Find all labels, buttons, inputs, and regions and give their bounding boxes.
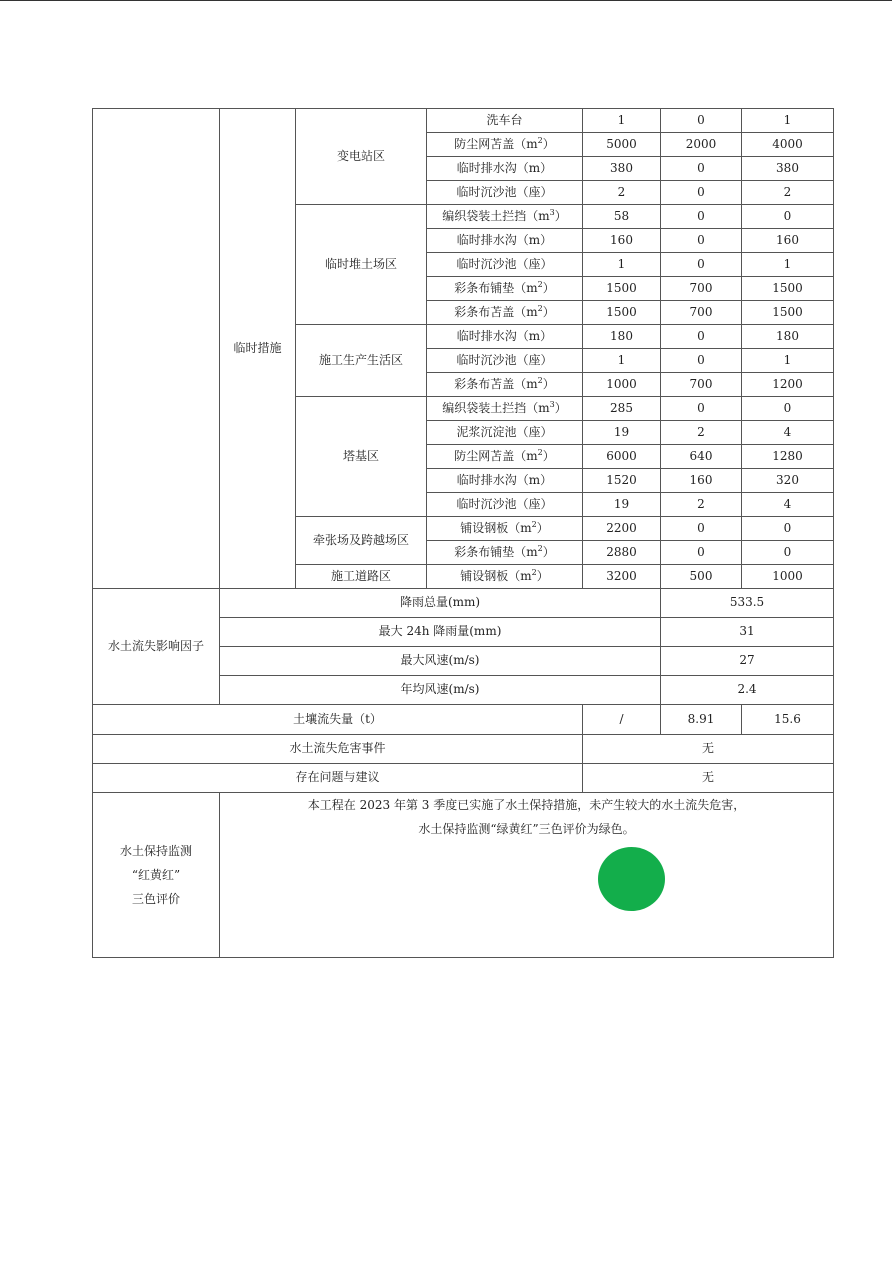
- issues-label-cell: 存在问题与建议: [93, 764, 583, 793]
- measure-value-v3: 4: [742, 493, 834, 517]
- measure-value-v2: 0: [661, 325, 742, 349]
- factor-value-cell: 533.5: [661, 589, 834, 618]
- measure-item-cell: [427, 109, 583, 133]
- measure-item-tail: ）: [554, 208, 567, 223]
- measure-value-v1: 1520: [583, 469, 661, 493]
- factor-name-cell: 年均风速(m/s): [220, 676, 661, 705]
- measure-value-v3: 1000: [742, 565, 834, 589]
- factor-value-cell: 27: [661, 647, 834, 676]
- measure-value-v1: 2880: [583, 541, 661, 565]
- measure-value-v2: 2: [661, 421, 742, 445]
- measure-item-cell: [427, 397, 583, 421]
- measure-item-tail: ）: [554, 400, 567, 415]
- hazard-label-cell: 水土流失危害事件: [93, 735, 583, 764]
- issues-row: [93, 764, 834, 793]
- area-name-cell: 牵张场及跨越场区: [296, 517, 427, 565]
- measure-value-v1: 1000: [583, 373, 661, 397]
- measure-item-tail: ）: [542, 136, 555, 151]
- measure-value-v1: 19: [583, 421, 661, 445]
- measure-value-v1: 5000: [583, 133, 661, 157]
- measure-value-v1: 1: [583, 349, 661, 373]
- measure-unit-superscript: 2: [537, 303, 543, 313]
- measure-item-text: 编织袋装土拦挡（m: [442, 208, 550, 223]
- measure-item-text: 临时排水沟（m）: [456, 328, 553, 343]
- measure-item-text: 防尘网苫盖（m: [454, 136, 538, 151]
- measure-value-v1: 1: [583, 253, 661, 277]
- factor-label-cell: 水土流失影响因子: [93, 589, 220, 705]
- measure-value-v3: 0: [742, 397, 834, 421]
- measure-value-v3: 320: [742, 469, 834, 493]
- area-name-cell: 施工道路区: [296, 565, 427, 589]
- table-body: [93, 109, 834, 958]
- monitoring-table: [92, 108, 834, 958]
- measure-item-cell: [427, 517, 583, 541]
- measure-item-cell: [427, 277, 583, 301]
- measure-value-v3: 0: [742, 517, 834, 541]
- measure-item-text: 彩条布苫盖（m: [454, 376, 538, 391]
- hazard-value-cell: 无: [583, 735, 834, 764]
- measure-item-cell: [427, 253, 583, 277]
- measure-value-v3: 4: [742, 421, 834, 445]
- measure-item-cell: [427, 565, 583, 589]
- measure-value-v1: 380: [583, 157, 661, 181]
- measure-value-v1: 58: [583, 205, 661, 229]
- measure-item-text: 洗车台: [486, 112, 523, 127]
- measure-item-tail: ）: [542, 448, 555, 463]
- measure-item-cell: [427, 373, 583, 397]
- measure-value-v3: 180: [742, 325, 834, 349]
- measure-value-v3: 1500: [742, 277, 834, 301]
- measure-item-text: 临时排水沟（m）: [456, 472, 553, 487]
- measure-item-text: 临时沉沙池（座）: [456, 184, 553, 199]
- measure-item-cell: [427, 157, 583, 181]
- measure-unit-superscript: 2: [537, 375, 543, 385]
- measure-value-v1: 2200: [583, 517, 661, 541]
- measure-item-tail: ）: [542, 376, 555, 391]
- measure-item-text: 临时沉沙池（座）: [456, 496, 553, 511]
- measure-value-v1: 180: [583, 325, 661, 349]
- blank-header-cell: [93, 109, 220, 589]
- area-name-cell: 临时堆土场区: [296, 205, 427, 325]
- soil-loss-value-1: /: [583, 705, 661, 735]
- measure-unit-superscript: 2: [537, 135, 543, 145]
- measure-value-v1: 19: [583, 493, 661, 517]
- evaluation-label-line: 三色评价: [131, 892, 180, 906]
- area-name-cell: 施工生产生活区: [296, 325, 427, 397]
- measure-value-v2: 500: [661, 565, 742, 589]
- page-top-border: [0, 0, 892, 1]
- measure-value-v1: 3200: [583, 565, 661, 589]
- measure-value-v3: 2: [742, 181, 834, 205]
- measure-unit-superscript: 3: [549, 207, 555, 217]
- measure-unit-superscript: 2: [531, 519, 537, 529]
- measure-unit-superscript: 2: [537, 279, 543, 289]
- measure-value-v1: 285: [583, 397, 661, 421]
- measure-value-v2: 2000: [661, 133, 742, 157]
- green-rating-indicator-icon: [598, 847, 665, 911]
- measure-unit-superscript: 2: [531, 567, 537, 577]
- measure-value-v2: 0: [661, 229, 742, 253]
- measure-item-cell: [427, 133, 583, 157]
- measure-value-v2: 0: [661, 157, 742, 181]
- measure-item-text: 临时沉沙池（座）: [456, 352, 553, 367]
- evaluation-text-line: 本工程在 2023 年第 3 季度已实施了水土保持措施，未产生较大的水土流失危害，: [307, 798, 746, 812]
- measure-value-v1: 1500: [583, 301, 661, 325]
- evaluation-row: [93, 793, 834, 958]
- measure-item-cell: [427, 421, 583, 445]
- evaluation-content-cell: [220, 793, 834, 958]
- factor-name-cell: 最大风速(m/s): [220, 647, 661, 676]
- measure-item-cell: [427, 493, 583, 517]
- evaluation-label-cell: [93, 793, 220, 958]
- measure-item-text: 彩条布苫盖（m: [454, 304, 538, 319]
- measure-item-tail: ）: [536, 568, 549, 583]
- measure-unit-superscript: 3: [549, 399, 555, 409]
- measure-value-v2: 0: [661, 181, 742, 205]
- measure-value-v2: 0: [661, 397, 742, 421]
- measure-value-v3: 0: [742, 541, 834, 565]
- measure-value-v3: 4000: [742, 133, 834, 157]
- issues-value-cell: 无: [583, 764, 834, 793]
- hazard-row: [93, 735, 834, 764]
- measure-row: [93, 109, 834, 133]
- measure-item-cell: [427, 229, 583, 253]
- measure-value-v2: 0: [661, 541, 742, 565]
- measure-item-cell: [427, 205, 583, 229]
- measure-value-v3: 0: [742, 205, 834, 229]
- measure-item-cell: [427, 469, 583, 493]
- measure-value-v2: 160: [661, 469, 742, 493]
- measure-value-v2: 2: [661, 493, 742, 517]
- measure-item-cell: [427, 445, 583, 469]
- measure-item-text: 铺设钢板（m: [460, 568, 532, 583]
- measure-item-cell: [427, 541, 583, 565]
- measure-item-text: 临时排水沟（m）: [456, 160, 553, 175]
- measure-value-v2: 0: [661, 253, 742, 277]
- measure-value-v1: 1500: [583, 277, 661, 301]
- measure-value-v3: 1200: [742, 373, 834, 397]
- measure-item-tail: ）: [542, 280, 555, 295]
- measure-value-v2: 0: [661, 205, 742, 229]
- measure-item-text: 编织袋装土拦挡（m: [442, 400, 550, 415]
- measure-value-v1: 2: [583, 181, 661, 205]
- measure-value-v3: 1: [742, 109, 834, 133]
- measure-unit-superscript: 2: [537, 447, 543, 457]
- measure-item-cell: [427, 181, 583, 205]
- measure-item-text: 铺设钢板（m: [460, 520, 532, 535]
- measure-item-tail: ）: [542, 304, 555, 319]
- measure-value-v2: 0: [661, 349, 742, 373]
- evaluation-label-line: 水土保持监测: [119, 844, 192, 858]
- soil-loss-label-cell: 土壤流失量（t）: [93, 705, 583, 735]
- factor-value-cell: 2.4: [661, 676, 834, 705]
- measure-value-v3: 1280: [742, 445, 834, 469]
- measure-item-cell: [427, 301, 583, 325]
- evaluation-label-line: “红黄红”: [131, 868, 181, 882]
- area-name-cell: 变电站区: [296, 109, 427, 205]
- measure-value-v3: 380: [742, 157, 834, 181]
- measure-value-v3: 1500: [742, 301, 834, 325]
- measure-value-v3: 1: [742, 253, 834, 277]
- measure-value-v1: 160: [583, 229, 661, 253]
- measure-value-v1: 1: [583, 109, 661, 133]
- measure-item-cell: [427, 325, 583, 349]
- measure-item-text: 防尘网苫盖（m: [454, 448, 538, 463]
- area-name-cell: 塔基区: [296, 397, 427, 517]
- measure-item-tail: ）: [536, 520, 549, 535]
- measure-value-v2: 0: [661, 109, 742, 133]
- factor-name-cell: 最大 24h 降雨量(mm): [220, 618, 661, 647]
- measure-item-tail: ）: [542, 544, 555, 559]
- measure-value-v2: 640: [661, 445, 742, 469]
- soil-loss-value-3: 15.6: [742, 705, 834, 735]
- measure-item-text: 彩条布铺垫（m: [454, 280, 538, 295]
- measure-item-text: 泥浆沉淀池（座）: [456, 424, 553, 439]
- measure-unit-superscript: 2: [537, 543, 543, 553]
- measure-value-v3: 160: [742, 229, 834, 253]
- measure-value-v2: 700: [661, 373, 742, 397]
- measure-value-v2: 0: [661, 517, 742, 541]
- measure-item-cell: [427, 349, 583, 373]
- soil-loss-value-2: 8.91: [661, 705, 742, 735]
- factor-row: [93, 589, 834, 618]
- measure-value-v2: 700: [661, 277, 742, 301]
- measure-item-text: 彩条布铺垫（m: [454, 544, 538, 559]
- evaluation-text-line: 水土保持监测“绿黄红”三色评价为绿色。: [418, 822, 635, 836]
- measure-value-v2: 700: [661, 301, 742, 325]
- measure-value-v1: 6000: [583, 445, 661, 469]
- factor-value-cell: 31: [661, 618, 834, 647]
- measure-value-v3: 1: [742, 349, 834, 373]
- measure-item-text: 临时排水沟（m）: [456, 232, 553, 247]
- soil-loss-row: [93, 705, 834, 735]
- factor-name-cell: 降雨总量(mm): [220, 589, 661, 618]
- measure-item-text: 临时沉沙池（座）: [456, 256, 553, 271]
- measure-category-cell: 临时措施: [220, 109, 296, 589]
